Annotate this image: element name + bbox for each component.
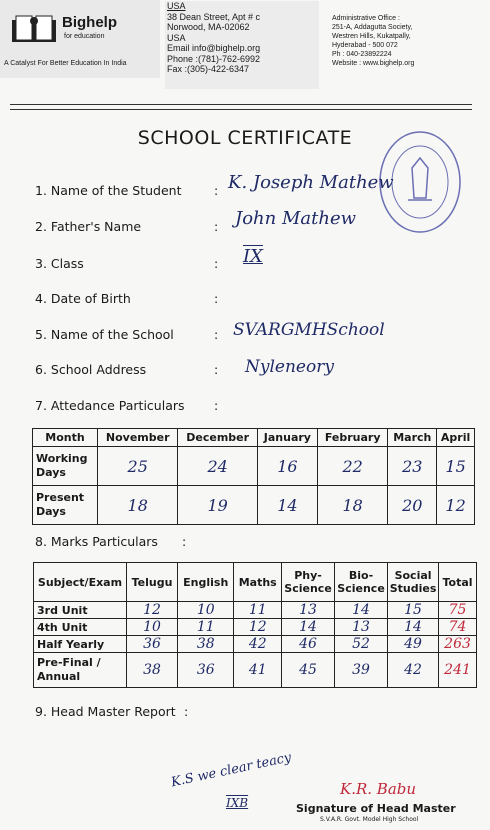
attendance-heading: 7. Attedance Particulars (35, 398, 185, 413)
attendance-cell: 23 (388, 447, 437, 486)
admin-line: Hyderabad - 500 072 (332, 42, 398, 49)
admin-line: 251-A, Addagutta Society, (332, 24, 413, 31)
marks-header-cell: Total (439, 563, 477, 602)
field-school-name-label: 5. Name of the School (35, 327, 174, 342)
marks-cell: 42 (388, 653, 439, 688)
head-master-remark: K.S we clear teacy (169, 750, 293, 791)
signature-label: Signature of Head Master (296, 802, 456, 815)
table-row (34, 653, 477, 688)
marks-row-label: 4th Unit (34, 619, 127, 636)
attendance-cell: 25 (98, 447, 178, 486)
attendance-header-cell: January (257, 429, 317, 447)
field-colon: : (184, 704, 189, 719)
field-colon: : (182, 534, 187, 549)
marks-header-cell: Telugu (127, 563, 178, 602)
admin-office-block (332, 14, 442, 68)
address-email: Email info@bighelp.org (167, 43, 261, 53)
field-colon: : (214, 256, 219, 271)
marks-total-cell: 263 (439, 636, 477, 653)
attendance-cell: 24 (178, 447, 257, 486)
marks-cell: 38 (127, 653, 178, 688)
attendance-cell: 18 (98, 486, 178, 525)
head-master-signature: K.R. Babu (340, 780, 417, 798)
marks-cell: 14 (282, 619, 335, 636)
header-divider-thin (10, 109, 472, 110)
table-row (33, 447, 475, 486)
attendance-header-cell: March (388, 429, 437, 447)
field-colon: : (214, 362, 219, 377)
admin-line: Westren Hills, Kukatpally, (332, 33, 411, 40)
brand-name: Bighelp (62, 14, 117, 31)
report-heading: 9. Head Master Report (35, 704, 176, 719)
address-fax: Fax :(305)-422-6347 (167, 64, 250, 74)
field-dob-label: 4. Date of Birth (35, 291, 131, 306)
attendance-cell: 22 (317, 447, 388, 486)
field-school-address-label: 6. School Address (35, 362, 147, 377)
marks-cell: 36 (127, 636, 178, 653)
marks-cell: 13 (282, 602, 335, 619)
attendance-cell: 15 (437, 447, 475, 486)
field-colon: : (214, 327, 219, 342)
table-row (34, 636, 477, 653)
marks-cell: 41 (234, 653, 282, 688)
marks-total-cell: 74 (439, 619, 477, 636)
marks-cell: 12 (127, 602, 178, 619)
marks-header-cell: Maths (234, 563, 282, 602)
marks-total-cell: 75 (439, 602, 477, 619)
marks-cell: 36 (178, 653, 234, 688)
field-school-name-value: SVARGMHSchool (233, 320, 385, 340)
marks-cell: 10 (178, 602, 234, 619)
attendance-header-cell: February (317, 429, 388, 447)
attendance-table (32, 428, 475, 525)
admin-line: Website : www.bighelp.org (332, 60, 415, 67)
book-logo-icon (8, 12, 60, 46)
attendance-cell: 19 (178, 486, 257, 525)
admin-line: Ph : 040-23892224 (332, 51, 392, 58)
brand-tagline: A Catalyst For Better Education In India (4, 60, 127, 67)
attendance-header-cell: December (178, 429, 257, 447)
field-colon: : (214, 398, 219, 413)
marks-cell: 45 (282, 653, 335, 688)
admin-office-title: Administrative Office : (332, 15, 400, 22)
attendance-cell: 14 (257, 486, 317, 525)
table-row (33, 486, 475, 525)
header-divider (10, 104, 472, 105)
marks-cell: 13 (335, 619, 388, 636)
marks-row-label: Pre-Final / Annual (34, 653, 127, 688)
attendance-row-label: Working Days (33, 447, 98, 486)
table-row (34, 619, 477, 636)
address-line: Norwood, MA-02062 (167, 22, 250, 32)
field-student-name-value: K. Joseph Mathew (228, 172, 394, 193)
address-line: USA (167, 32, 186, 43)
marks-cell: 46 (282, 636, 335, 653)
brand-subtitle: for education (64, 33, 105, 40)
marks-total-cell: 241 (439, 653, 477, 688)
marks-header-cell: Subject/Exam (34, 563, 127, 602)
marks-row-label: 3rd Unit (34, 602, 127, 619)
attendance-cell: 20 (388, 486, 437, 525)
marks-header-cell: Social Studies (388, 563, 439, 602)
attendance-header-row (33, 429, 475, 447)
table-row (34, 602, 477, 619)
marks-cell: 10 (127, 619, 178, 636)
marks-header-cell: English (178, 563, 234, 602)
head-master-remark-class: IXB (226, 796, 249, 810)
marks-cell: 52 (335, 636, 388, 653)
us-address-block (165, 1, 319, 89)
address-phone: Phone :(781)-762-6992 (167, 53, 261, 64)
field-colon: : (214, 291, 219, 306)
field-class-value: IX (243, 246, 263, 267)
certificate-title: SCHOOL CERTIFICATE (137, 127, 353, 149)
marks-header-cell: Phy-Science (282, 563, 335, 602)
marks-cell: 38 (178, 636, 234, 653)
marks-cell: 49 (388, 636, 439, 653)
marks-cell: 42 (234, 636, 282, 653)
marks-cell: 12 (234, 619, 282, 636)
address-line: 38 Dean Street, Apt # c (167, 11, 261, 22)
marks-cell: 14 (388, 619, 439, 636)
attendance-header-cell: November (98, 429, 178, 447)
marks-header-row (34, 563, 477, 602)
marks-cell: 11 (178, 619, 234, 636)
marks-cell: 11 (234, 602, 282, 619)
address-country-heading: USA (167, 1, 186, 11)
attendance-cell: 16 (257, 447, 317, 486)
field-colon: : (214, 183, 219, 198)
marks-row-label: Half Yearly (34, 636, 127, 653)
field-school-address-value: Nyleneory (245, 357, 334, 377)
field-colon: : (214, 219, 219, 234)
marks-header-cell: Bio-Science (335, 563, 388, 602)
field-father-name-value: John Mathew (235, 208, 357, 229)
field-father-name-label: 2. Father's Name (35, 219, 142, 234)
field-student-name-label: 1. Name of the Student (35, 183, 182, 198)
attendance-header-cell: Month (33, 429, 98, 447)
marks-heading: 8. Marks Particulars (35, 534, 158, 549)
field-class-label: 3. Class (35, 256, 84, 271)
attendance-header-cell: April (437, 429, 475, 447)
attendance-row-label: Present Days (33, 486, 98, 525)
marks-cell: 14 (335, 602, 388, 619)
marks-cell: 39 (335, 653, 388, 688)
marks-cell: 15 (388, 602, 439, 619)
attendance-cell: 12 (437, 486, 475, 525)
marks-table (33, 562, 477, 688)
school-stamp-footer: S.V.A.R. Govt. Model High School (320, 816, 419, 823)
attendance-cell: 18 (317, 486, 388, 525)
